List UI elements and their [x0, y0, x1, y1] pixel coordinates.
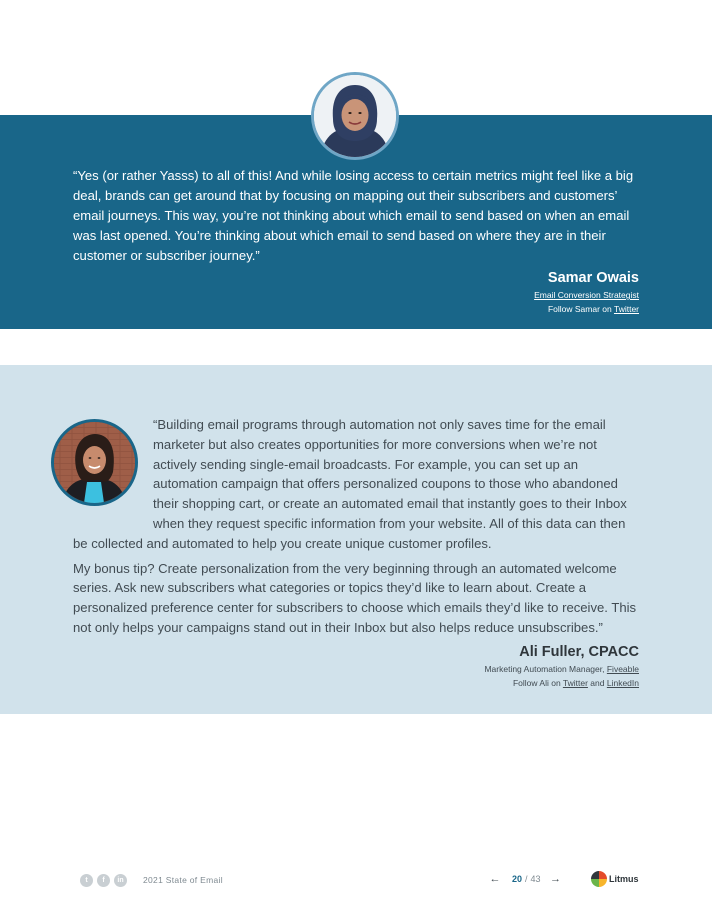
- logo-text: Litmus: [609, 874, 639, 884]
- role-prefix: Marketing Automation Manager,: [484, 664, 605, 674]
- fiveable-link[interactable]: Fiveable: [606, 664, 639, 674]
- prev-page-arrow-icon[interactable]: ←: [489, 873, 501, 885]
- follow-and: and: [590, 678, 605, 688]
- twitter-icon[interactable]: t: [80, 874, 93, 887]
- quote-paragraph-1: “Building email programs through automation not only saves time for the email marketer but also creates opportunities for more conversions when we’re not actively sending single-email broadcasts. For example, you can set up an automation campaign that offers personalized coupons to those who abandoned their shopping cart, or create an automated email that instantly goes to their Inbox when they request specific information from your website. All of this data can then be collected and automated to help you create unique customer profiles.: [73, 417, 627, 551]
- current-page-number: 20: [512, 874, 523, 884]
- testimonial-quote-samar: “Yes (or rather Yasss) to all of this! And while losing access to certain metrics might feel like a big deal, brands can get around that by focusing on mapping out their subscribers and customers’ email journeys. This way, you’re not thinking about which email to send based on when an email was last opened. You’re thinking about which email to send based on where they are in their customer or subscriber journey.”: [73, 168, 634, 263]
- next-page-arrow-icon[interactable]: →: [550, 873, 562, 885]
- avatar-spacer: [73, 415, 153, 514]
- page-separator: /: [525, 874, 528, 884]
- signature-samar: [534, 269, 639, 316]
- testimonial-quote-ali: [73, 415, 641, 638]
- follow-prefix: Follow Samar on: [547, 304, 612, 314]
- author-role: [484, 663, 639, 676]
- litmus-logo[interactable]: [591, 871, 639, 887]
- twitter-link[interactable]: Twitter: [613, 304, 639, 314]
- signature-ali: [484, 643, 639, 690]
- follow-line: [484, 676, 639, 690]
- author-role: [534, 289, 639, 302]
- role-link[interactable]: Email Conversion Strategist: [534, 290, 639, 300]
- linkedin-icon[interactable]: in: [114, 874, 127, 887]
- author-name: Ali Fuller, CPACC: [519, 644, 639, 660]
- samar-owais-avatar: [311, 72, 399, 160]
- total-pages: 43: [530, 874, 541, 884]
- follow-prefix: Follow Ali on: [512, 678, 561, 688]
- pagination: [489, 873, 562, 885]
- follow-line: [534, 302, 639, 316]
- facebook-icon[interactable]: f: [97, 874, 110, 887]
- hijab-portrait-image: [314, 75, 396, 157]
- quote-paragraph-2: My bonus tip? Create personalization from the very beginning through an automated welcome series. Ask new subscribers what categories or topics they’d like to learn about. Create a personalized preference center for subscribers to choose which emails they’d like to receive. This not only helps your campaigns stand out in their Inbox but also helps reduce unsubscribes.”: [73, 560, 637, 635]
- linkedin-link[interactable]: LinkedIn: [606, 678, 639, 688]
- twitter-link[interactable]: Twitter: [562, 678, 588, 688]
- page-footer: [0, 870, 712, 892]
- social-links: [80, 874, 127, 887]
- document-title: 2021 State of Email: [143, 875, 223, 885]
- author-name: Samar Owais: [547, 270, 639, 286]
- litmus-logo-icon: [591, 871, 607, 887]
